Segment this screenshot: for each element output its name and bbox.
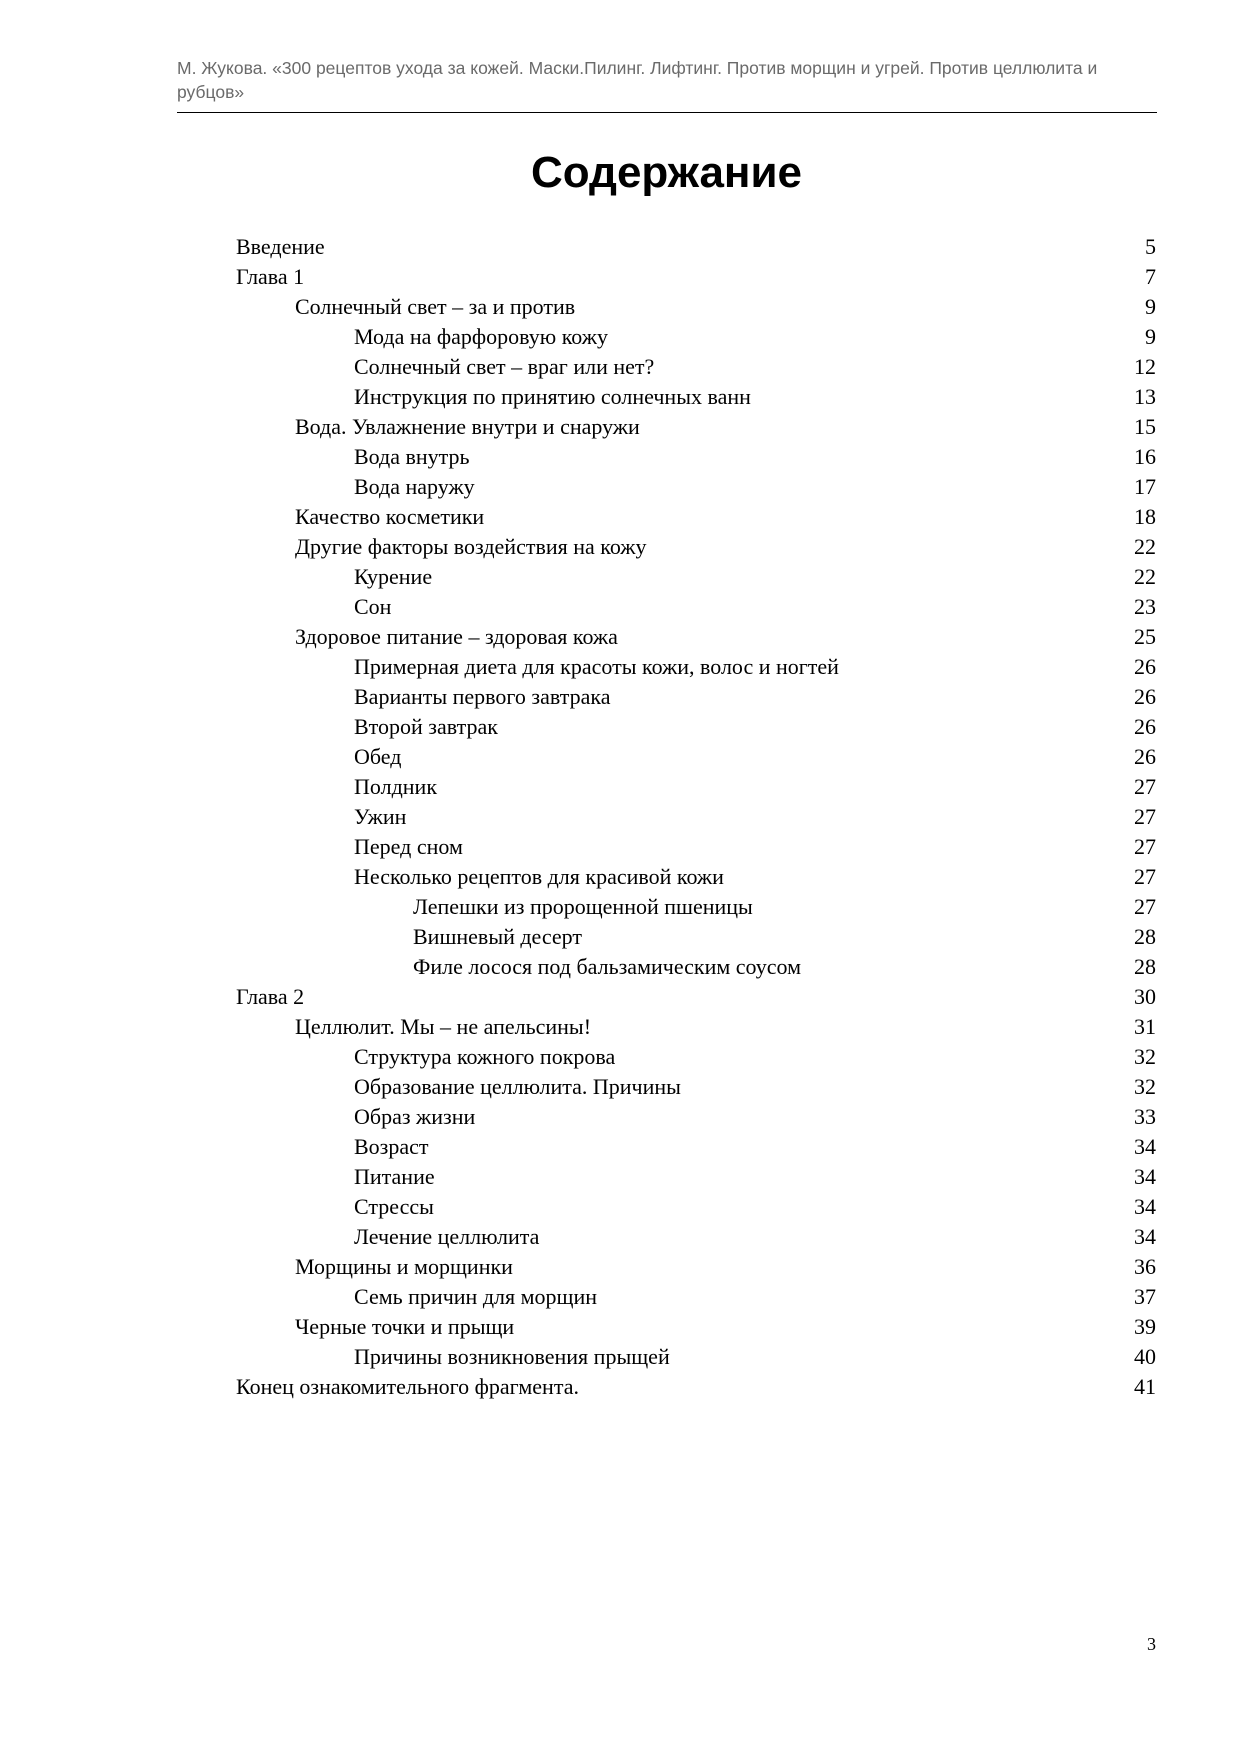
toc-entry-title: Обед <box>354 744 402 769</box>
toc-entry-title: Качество косметики <box>295 504 485 529</box>
toc-entry-page: 32 <box>1134 1074 1156 1099</box>
running-header: М. Жукова. «300 рецептов ухода за кожей. Маски.Пилинг. Лифтинг. Против морщин и угрей. Против целлюлита и рубцов» <box>177 58 1098 102</box>
page-title: Содержание <box>530 148 803 197</box>
toc-entry-page: 36 <box>1134 1254 1156 1279</box>
toc-entry-page: 30 <box>1134 984 1156 1009</box>
toc-entry-title: Варианты первого завтрака <box>354 684 611 709</box>
toc-entry[interactable] <box>236 472 1156 502</box>
toc-entry[interactable] <box>236 262 1156 292</box>
toc-entry-page: 25 <box>1134 624 1156 649</box>
toc-entry[interactable] <box>236 952 1156 982</box>
toc-entry-title: Образование целлюлита. Причины <box>354 1074 681 1099</box>
toc-entry-page: 34 <box>1134 1194 1156 1219</box>
toc-entry-title: Глава 2 <box>236 984 305 1009</box>
toc-entry[interactable] <box>236 862 1156 892</box>
toc-entry[interactable] <box>236 232 1156 262</box>
toc-entry[interactable] <box>236 1372 1156 1402</box>
toc-entry-title: Несколько рецептов для красивой кожи <box>354 864 724 889</box>
toc-entry-title: Второй завтрак <box>354 714 498 739</box>
toc-entry-page: 16 <box>1134 444 1156 469</box>
toc-entry-title: Лепешки из пророщенной пшеницы <box>413 894 753 919</box>
toc-entry-title: Возраст <box>354 1134 429 1159</box>
toc-entry-page: 13 <box>1134 384 1156 409</box>
toc-entry-page: 41 <box>1134 1374 1156 1399</box>
toc-entry-page: 27 <box>1134 804 1156 829</box>
toc-entry-page: 12 <box>1134 354 1156 379</box>
toc-entry-page: 39 <box>1134 1314 1156 1339</box>
toc-entry[interactable] <box>236 532 1156 562</box>
toc-entry-page: 18 <box>1134 504 1156 529</box>
toc-entry[interactable] <box>236 322 1156 352</box>
toc-entry-title: Причины возникновения прыщей <box>354 1344 670 1369</box>
toc-entry-title: Вода. Увлажнение внутри и снаружи <box>295 414 640 439</box>
toc-entry-title: Филе лосося под бальзамическим соусом <box>413 954 801 979</box>
toc-entry-title: Глава 1 <box>236 264 305 289</box>
toc-entry-page: 33 <box>1134 1104 1156 1129</box>
toc-entry[interactable] <box>236 1162 1156 1192</box>
toc-entry-page: 26 <box>1134 744 1156 769</box>
toc-entry[interactable] <box>236 1312 1156 1342</box>
toc-entry-title: Введение <box>236 234 325 259</box>
toc-entry-title: Морщины и морщинки <box>295 1254 513 1279</box>
toc-entry-title: Другие факторы воздействия на кожу <box>295 534 647 559</box>
toc-entry-page: 28 <box>1134 924 1156 949</box>
toc-entry[interactable] <box>236 442 1156 472</box>
toc-entry-title: Вишневый десерт <box>413 924 582 949</box>
toc-entry-title: Курение <box>354 564 433 589</box>
toc-entry[interactable] <box>236 292 1156 322</box>
toc-entry-title: Образ жизни <box>354 1104 476 1129</box>
toc-entry-title: Лечение целлюлита <box>354 1224 540 1249</box>
toc-entry-page: 26 <box>1134 654 1156 679</box>
toc-entry[interactable] <box>236 742 1156 772</box>
toc-entry[interactable] <box>236 892 1156 922</box>
toc-entry[interactable] <box>236 922 1156 952</box>
header-divider <box>177 112 1157 113</box>
toc-entry-title: Черные точки и прыщи <box>295 1314 515 1339</box>
toc-entry-page: 7 <box>1145 264 1156 289</box>
toc-entry[interactable] <box>236 1012 1156 1042</box>
toc-entry-title: Вода внутрь <box>354 444 470 469</box>
toc-entry[interactable] <box>236 1222 1156 1252</box>
toc-entry-page: 27 <box>1134 834 1156 859</box>
toc-entry[interactable] <box>236 1342 1156 1372</box>
toc-entry[interactable] <box>236 652 1156 682</box>
toc-entry-page: 31 <box>1134 1014 1156 1039</box>
table-of-contents <box>236 232 1156 1402</box>
toc-entry-title: Конец ознакомительного фрагмента. <box>236 1374 579 1399</box>
toc-entry-page: 22 <box>1134 534 1156 559</box>
toc-entry-page: 17 <box>1134 474 1156 499</box>
toc-entry-title: Ужин <box>354 804 407 829</box>
toc-entry-title: Семь причин для морщин <box>354 1284 598 1309</box>
toc-entry[interactable] <box>236 682 1156 712</box>
toc-entry-page: 9 <box>1145 324 1156 349</box>
toc-entry-title: Здоровое питание – здоровая кожа <box>295 624 618 649</box>
toc-entry[interactable] <box>236 502 1156 532</box>
toc-entry[interactable] <box>236 1102 1156 1132</box>
toc-entry-title: Сон <box>354 594 392 619</box>
toc-entry-title: Питание <box>354 1164 435 1189</box>
toc-entry-page: 9 <box>1145 294 1156 319</box>
toc-entry-title: Инструкция по принятию солнечных ванн <box>354 384 751 409</box>
toc-entry-title: Примерная диета для красоты кожи, волос и ногтей <box>354 654 839 679</box>
toc-entry-title: Структура кожного покрова <box>354 1044 616 1069</box>
toc-entry-page: 34 <box>1134 1164 1156 1189</box>
toc-entry-title: Целлюлит. Мы – не апельсины! <box>295 1014 592 1039</box>
toc-entry-page: 32 <box>1134 1044 1156 1069</box>
toc-entry-page: 23 <box>1134 594 1156 619</box>
toc-entry-page: 15 <box>1134 414 1156 439</box>
toc-entry[interactable] <box>236 802 1156 832</box>
toc-entry-page: 27 <box>1134 894 1156 919</box>
toc-entry-page: 22 <box>1134 564 1156 589</box>
toc-entry-page: 34 <box>1134 1134 1156 1159</box>
toc-entry[interactable] <box>236 1132 1156 1162</box>
toc-entry[interactable] <box>236 1252 1156 1282</box>
toc-entry-title: Вода наружу <box>354 474 475 499</box>
toc-entry[interactable] <box>236 1282 1156 1312</box>
toc-entry[interactable] <box>236 622 1156 652</box>
toc-entry[interactable] <box>236 982 1156 1012</box>
toc-entry-page: 26 <box>1134 684 1156 709</box>
toc-entry[interactable] <box>236 772 1156 802</box>
toc-entry-page: 27 <box>1134 864 1156 889</box>
toc-entry[interactable] <box>236 592 1156 622</box>
toc-entry[interactable] <box>236 562 1156 592</box>
toc-entry[interactable] <box>236 382 1156 412</box>
toc-entry-title: Стрессы <box>354 1194 434 1219</box>
toc-entry-title: Солнечный свет – враг или нет? <box>354 354 655 379</box>
toc-entry-page: 34 <box>1134 1224 1156 1249</box>
toc-entry-title: Перед сном <box>354 834 463 859</box>
toc-entry-title: Мода на фарфоровую кожу <box>354 324 608 349</box>
toc-entry[interactable] <box>236 712 1156 742</box>
toc-entry-page: 28 <box>1134 954 1156 979</box>
toc-entry-title: Полдник <box>354 774 438 799</box>
toc-entry[interactable] <box>236 412 1156 442</box>
toc-entry[interactable] <box>236 352 1156 382</box>
toc-entry[interactable] <box>236 1042 1156 1072</box>
toc-entry-page: 5 <box>1145 234 1156 259</box>
toc-entry-page: 40 <box>1134 1344 1156 1369</box>
toc-entry-title: Солнечный свет – за и против <box>295 294 576 319</box>
toc-entry[interactable] <box>236 1192 1156 1222</box>
toc-entry-page: 37 <box>1134 1284 1156 1309</box>
toc-entry-page: 26 <box>1134 714 1156 739</box>
toc-entry[interactable] <box>236 1072 1156 1102</box>
toc-entry[interactable] <box>236 832 1156 862</box>
page-number: 3 <box>1147 1634 1156 1654</box>
toc-entry-page: 27 <box>1134 774 1156 799</box>
